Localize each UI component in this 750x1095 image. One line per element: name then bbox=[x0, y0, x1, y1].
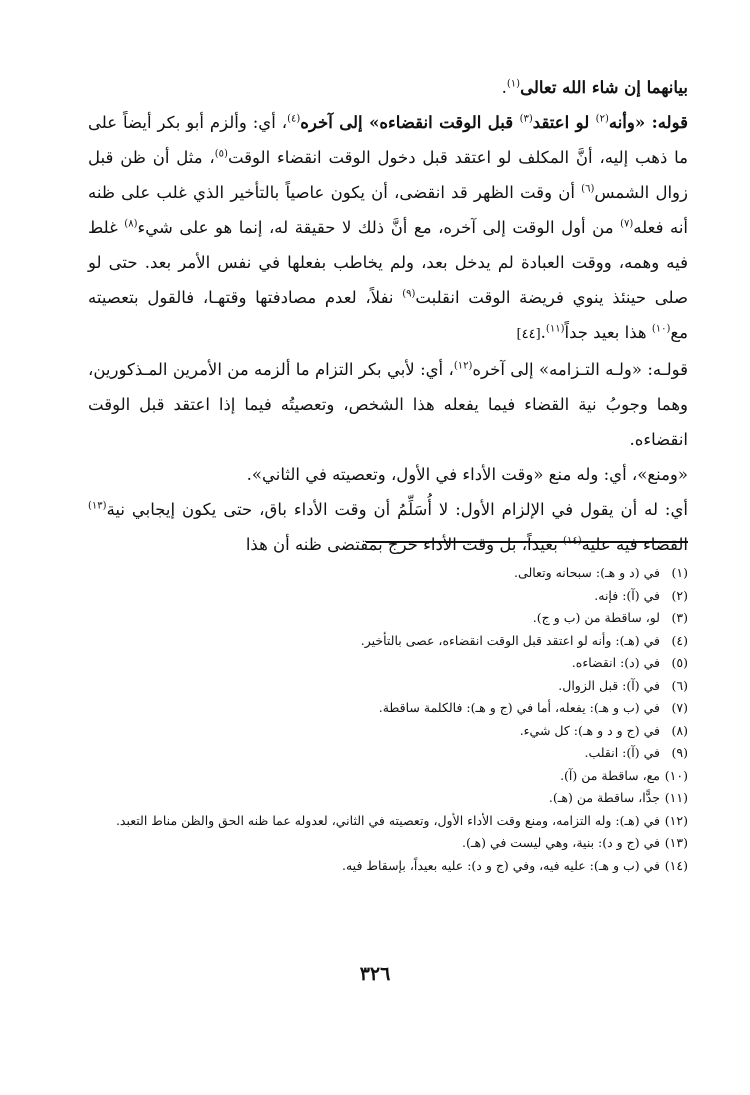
footnote bbox=[30, 652, 688, 675]
footnote bbox=[30, 630, 688, 653]
footnote-text: في (آ): انقلب. bbox=[584, 745, 660, 760]
text-run: القضاء فيه عليه bbox=[581, 535, 688, 554]
footnote-ref: (٣) bbox=[519, 113, 533, 125]
footnote-number: (٣) bbox=[671, 610, 688, 625]
footnote-text: في (هـ): وأنه لو اعتقد قبل الوقت انقضاءه، عصى بالتأخير. bbox=[360, 632, 660, 648]
footnote-number: (١٢) bbox=[664, 812, 688, 828]
text-run: نفلاً، لعدم مصادفتها وقتهـا، فالقول بتعصيته مع bbox=[88, 288, 688, 342]
footnote-number: (٤) bbox=[671, 632, 688, 648]
footnote-text: لو، ساقطة من (ب و ج). bbox=[532, 610, 660, 625]
text-run: . bbox=[540, 323, 546, 342]
footnote bbox=[30, 742, 688, 765]
footnote bbox=[30, 720, 688, 743]
footnote-text: في (ج و د و هـ): كل شيء. bbox=[519, 722, 660, 738]
footnote-ref: (١٤) bbox=[563, 535, 582, 547]
footnote bbox=[30, 585, 688, 608]
footnote-text: في (آ): قبل الزوال. bbox=[558, 677, 660, 693]
footnote bbox=[30, 832, 688, 855]
footnote-text: في (د و هـ): سبحانه وتعالى. bbox=[514, 565, 660, 580]
footnote-ref: (٦) bbox=[581, 183, 595, 195]
footnote-text: في (آ): فإنه. bbox=[594, 587, 660, 603]
footnote-ref: (١٢) bbox=[453, 360, 473, 372]
text-run: بعيداً، بل وقت الأداء خرج بمقتضى ظنه أن هذا bbox=[245, 535, 564, 554]
text-run: «ومنع»، أي: وله منع «وقت الأداء في الأول، وتعصيته في الثاني». bbox=[246, 465, 688, 484]
paragraph-4 bbox=[88, 492, 688, 562]
footnote-number: (٩) bbox=[671, 745, 688, 760]
footnote-ref: (٩) bbox=[402, 288, 416, 300]
text-run: قولـه: «ولـه التـزامه» إلى آخره bbox=[472, 360, 689, 379]
footnote-ref: (١) bbox=[506, 78, 521, 90]
footnote bbox=[30, 607, 688, 630]
text-run: لو اعتقد bbox=[532, 113, 596, 132]
footnote-number: (٧) bbox=[671, 700, 688, 715]
footnote-number: (٦) bbox=[671, 677, 688, 693]
paragraph-3 bbox=[88, 457, 688, 492]
footnote bbox=[30, 697, 688, 720]
footnote-ref: (١٠) bbox=[651, 323, 671, 335]
main-text bbox=[88, 70, 688, 562]
footnote bbox=[30, 675, 688, 698]
footnote-number: (١٤) bbox=[664, 857, 688, 873]
text-run: أي: له أن يقول في الإلزام الأول: لا أُسَلِّمُ أن وقت الأداء باق، حتى يكون إيجابي نية bbox=[106, 500, 688, 519]
text-run: ، مثل أن ظن قبل زوال الشمس bbox=[88, 148, 688, 202]
footnote-text: في (ج و د): بنية، وهي ليست في (هـ). bbox=[461, 835, 660, 850]
footnote-number: (١٣) bbox=[664, 835, 688, 850]
footnote-ref: (١١) bbox=[545, 323, 565, 335]
footnote-ref: (٥) bbox=[214, 148, 228, 160]
footnote-number: (١) bbox=[671, 565, 688, 580]
footnote-text: في (ب و هـ): عليه فيه، وفي (ج و د): عليه بعيداً، بإسقاط فيه. bbox=[342, 857, 660, 873]
footnote-text: في (ب و هـ): يفعله، أما في (ج و هـ): فالكلمة ساقطة. bbox=[378, 700, 660, 715]
footnote-number: (٢) bbox=[671, 587, 688, 603]
paragraph-2 bbox=[88, 352, 688, 457]
footnote-ref: (٤) bbox=[287, 113, 301, 125]
text-run: غلط فيه وهمه، ووقت العبادة لم يدخل بعد، ولم يخاطب بفعلها في نفس الأمر بعد. حتى لو صلى حينئذ ينوي فريضة الوقت انقلبت bbox=[88, 218, 688, 307]
text-run: أن وقت الظهر قد انقضى، أن يكون عاصياً بالتأخير الذي غلب على ظنه أنه فعله bbox=[88, 183, 689, 237]
footnote-number: (١١) bbox=[664, 790, 688, 805]
text-run: . bbox=[501, 78, 507, 97]
text-run: هذا بعيد جداً bbox=[564, 323, 652, 342]
footnote-number: (٥) bbox=[671, 655, 688, 670]
footnotes bbox=[30, 562, 688, 877]
footnote-ref: (٢) bbox=[595, 113, 609, 125]
page-number: ٣٢٦ bbox=[359, 963, 391, 985]
text-run: قوله: «وأنه bbox=[608, 113, 688, 132]
footnote bbox=[30, 855, 688, 878]
text-run: بيانهما إن شاء الله تعالى bbox=[520, 78, 688, 97]
footnote-ref: (١٣) bbox=[88, 500, 107, 512]
text-run: قبل الوقت انقضاءه» إلى آخره bbox=[300, 113, 520, 132]
paragraph-1 bbox=[88, 70, 688, 352]
footnote bbox=[30, 765, 688, 788]
footnote bbox=[30, 810, 688, 833]
footnote-text: في (هـ): وله التزامه، ومنع وقت الأداء الأول، وتعصيته في الثاني، لعدوله عما ظنه الحق والظن مناط التعبد. bbox=[115, 812, 660, 828]
text-run: ، أي: لأبي بكر التزام ما ألزمه من الأمرين المـذكورين، وهما وجوبُ نية القضاء فيما يفعله هذا الشخص، وتعصيتُه فيما إذا اعتقد قبل الوقت انقضاءه. bbox=[88, 360, 688, 449]
footnote-number: (٨) bbox=[671, 722, 688, 738]
footnote-ref: (٧) bbox=[620, 218, 634, 230]
edition-page-marker: [٤٤] bbox=[516, 327, 541, 342]
footnote bbox=[30, 562, 688, 585]
footnote-text: في (د): انقضاءه. bbox=[571, 655, 660, 670]
text-run: ، أي: وألزم أبو بكر أيضاً على ما ذهب إليه، أنَّ المكلف لو اعتقد قبل دخول الوقت انقضاء الوقت bbox=[88, 113, 688, 167]
footnote bbox=[30, 787, 688, 810]
footnote-ref: (٨) bbox=[124, 218, 138, 230]
footnote-separator bbox=[366, 541, 688, 543]
text-run: من أول الوقت إلى آخره، مع أنَّ ذلك لا حقيقة له، إنما هو على شيء bbox=[137, 218, 621, 237]
footnote-text: مع، ساقطة من (آ). bbox=[560, 767, 660, 783]
footnote-text: جدًّا، ساقطة من (هـ). bbox=[548, 790, 660, 805]
footnote-number: (١٠) bbox=[664, 767, 688, 783]
